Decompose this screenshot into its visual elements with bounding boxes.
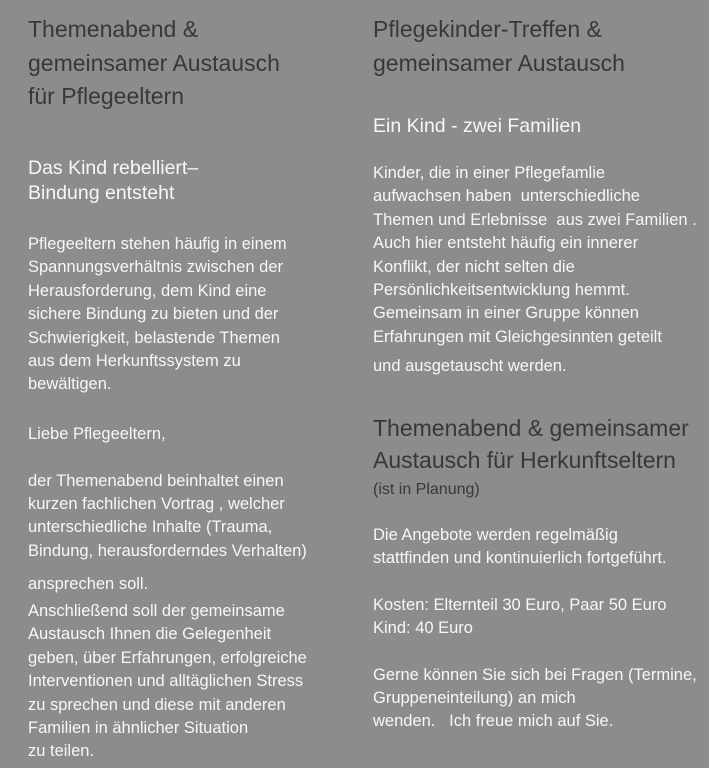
foster-parents-intro-paragraph-line: Herausforderung, dem Kind eine	[28, 281, 267, 300]
contact-paragraph-line: Gruppeneinteilung) an mich	[373, 688, 576, 707]
exchange-paragraph	[28, 600, 307, 764]
birth-parents-evening-heading-line: Austausch für Herkunftseltern	[373, 447, 676, 473]
foster-children-intro-paragraph-line: Auch hier entsteht häufig ein innerer	[373, 234, 639, 253]
foster-parents-evening-heading-line: Themenabend &	[28, 16, 199, 42]
foster-children-intro-paragraph	[373, 162, 697, 379]
right-column	[373, 0, 709, 768]
exchange-paragraph-line: zu sprechen und diese mit anderen	[28, 695, 286, 714]
cost-paragraph-line: Kosten: Elternteil 30 Euro, Paar 50 Euro	[373, 595, 667, 614]
foster-children-meeting-heading	[373, 13, 625, 80]
rebellion-bonding-subheading	[28, 156, 198, 206]
talk-content-paragraph-line: der Themenabend beinhaltet einen	[28, 471, 284, 490]
exchange-paragraph-line: Anschließend soll der gemeinsame	[28, 602, 285, 620]
foster-children-intro-paragraph-line: aufwachsen haben unterschiedliche	[373, 187, 640, 206]
foster-parents-intro-paragraph-line: aus dem Herkunftssystem zu	[28, 352, 241, 371]
foster-parents-intro-paragraph-line: sichere Bindung zu bieten und der	[28, 305, 279, 324]
foster-parents-intro-paragraph-line: Schwierigkeit, belastende Themen	[28, 328, 280, 347]
foster-parents-evening-heading-line: für Pflegeeltern	[28, 83, 184, 109]
exchange-paragraph-line: zu teilen.	[28, 742, 95, 761]
schedule-paragraph-line: Die Angebote werden regelmäßig	[373, 525, 618, 544]
greeting-text: Liebe Pflegeeltern,	[28, 425, 166, 443]
left-column	[28, 0, 348, 768]
exchange-paragraph-line: Interventionen und alltäglichen Stress	[28, 672, 304, 691]
exchange-paragraph-line: Austausch Ihnen die Gelegenheit	[28, 625, 272, 644]
exchange-paragraph-line: Familien in ähnlicher Situation	[28, 719, 249, 738]
foster-children-intro-paragraph-line: Kinder, die in einer Pflegefamlie	[373, 164, 606, 182]
foster-parents-intro-paragraph-line: bewältigen.	[28, 375, 112, 394]
foster-parents-evening-heading	[28, 13, 280, 114]
foster-children-intro-paragraph-line: Gemeinsam in einer Gruppe können	[373, 304, 639, 323]
talk-content-paragraph-line: unterschiedliche Inhalte (Trauma,	[28, 518, 273, 537]
talk-content-paragraph-line: Bindung, herausforderndes Verhalten)	[28, 541, 307, 560]
exchange-paragraph-line: geben, über Erfahrungen, erfolgreiche	[28, 648, 307, 667]
planning-note: (ist in Planung)	[373, 480, 480, 498]
foster-children-meeting-heading-line: gemeinsamer Austausch	[373, 49, 625, 76]
talk-content-paragraph	[28, 470, 307, 597]
schedule-paragraph	[373, 524, 667, 571]
foster-parents-intro-paragraph	[28, 233, 287, 397]
foster-children-intro-paragraph-line: Themen und Erlebnisse aus zwei Familien .	[373, 210, 697, 229]
foster-children-intro-paragraph-line: Persönlichkeitsentwicklung hemmt.	[373, 281, 630, 300]
one-child-two-families-subheading: Ein Kind - zwei Familien	[373, 114, 582, 137]
foster-children-meeting-heading-line: Pflegekinder-Treffen &	[373, 16, 602, 42]
foster-children-intro-paragraph-line: Konflikt, der nicht selten die	[373, 257, 575, 276]
foster-children-intro-paragraph-line: und ausgetauscht werden.	[373, 357, 567, 376]
rebellion-bonding-subheading-line: Bindung entsteht	[28, 182, 175, 204]
cost-paragraph	[373, 594, 667, 641]
talk-content-paragraph-line: ansprechen soll.	[28, 575, 149, 594]
rebellion-bonding-subheading-line: Das Kind rebelliert–	[28, 157, 199, 179]
foster-parents-intro-paragraph-line: Pflegeeltern stehen häufig in einem	[28, 235, 287, 253]
cost-paragraph-line: Kind: 40 Euro	[373, 618, 473, 637]
contact-paragraph	[373, 664, 697, 734]
contact-paragraph-line: Gerne können Sie sich bei Fragen (Termine,	[373, 665, 697, 684]
foster-parents-evening-heading-line: gemeinsamer Austausch	[28, 49, 280, 76]
birth-parents-evening-heading	[373, 412, 689, 476]
talk-content-paragraph-line: kurzen fachlichen Vortrag , welcher	[28, 494, 285, 513]
birth-parents-evening-heading-line: Themenabend & gemeinsamer	[373, 415, 689, 441]
foster-children-intro-paragraph-line: Erfahrungen mit Gleichgesinnten geteilt	[373, 327, 662, 346]
contact-paragraph-line: wenden. Ich freue mich auf Sie.	[373, 712, 614, 731]
foster-parents-intro-paragraph-line: Spannungsverhältnis zwischen der	[28, 258, 283, 277]
schedule-paragraph-line: stattfinden und kontinuierlich fortgeführt.	[373, 548, 667, 567]
